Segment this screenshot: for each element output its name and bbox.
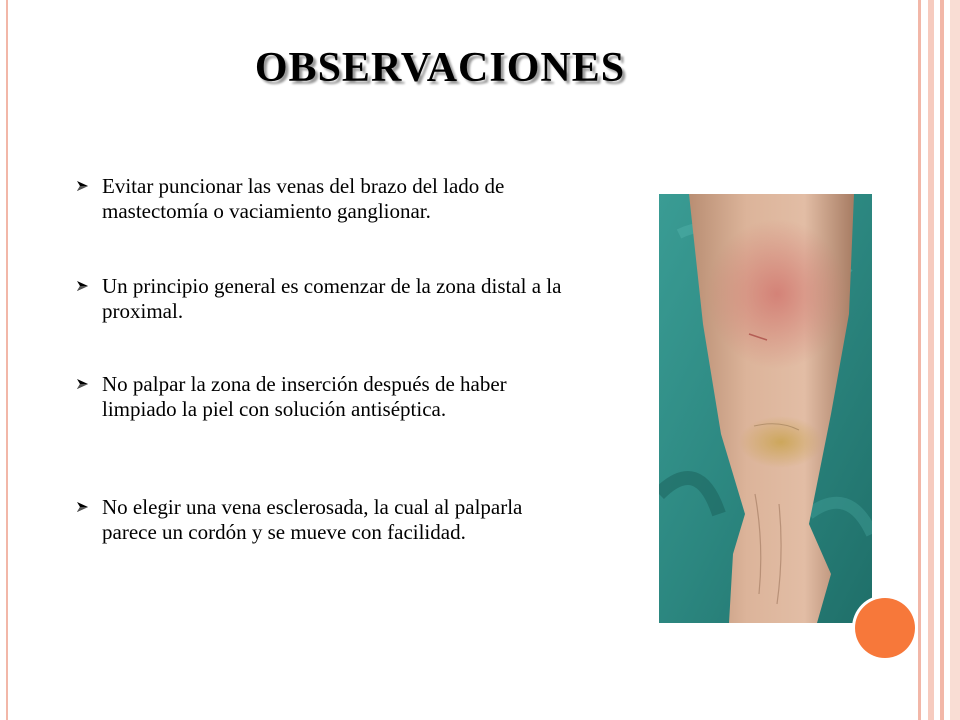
decorative-orange-circle xyxy=(855,598,915,658)
bullet-text: No palpar la zona de inserción después de haber limpiado la piel con solución antiséptica. xyxy=(102,372,507,421)
bullet-item xyxy=(74,372,574,422)
arrowhead-bullet-icon xyxy=(76,377,90,391)
right-frame-line xyxy=(950,0,960,720)
arm-photo xyxy=(659,194,872,623)
bullet-text: Un principio general es comenzar de la zona distal a la proximal. xyxy=(102,274,562,323)
bullet-list xyxy=(74,174,574,544)
arrowhead-bullet-icon xyxy=(76,279,90,293)
bullet-item xyxy=(74,495,574,545)
bullet-text: Evitar puncionar las venas del brazo del lado de mastectomía o vaciamiento ganglionar. xyxy=(102,174,505,223)
bullet-text: No elegir una vena esclerosada, la cual al palparla parece un cordón y se mueve con facilidad. xyxy=(102,495,523,544)
left-frame-line xyxy=(6,0,8,720)
bullet-item xyxy=(74,274,574,324)
right-frame-line xyxy=(928,0,934,720)
arrowhead-bullet-icon xyxy=(76,500,90,514)
bullet-item xyxy=(74,174,574,224)
right-frame-line xyxy=(918,0,921,720)
right-frame-line xyxy=(940,0,944,720)
arrowhead-bullet-icon xyxy=(76,179,90,193)
slide-title: OBSERVACIONES xyxy=(254,45,626,91)
